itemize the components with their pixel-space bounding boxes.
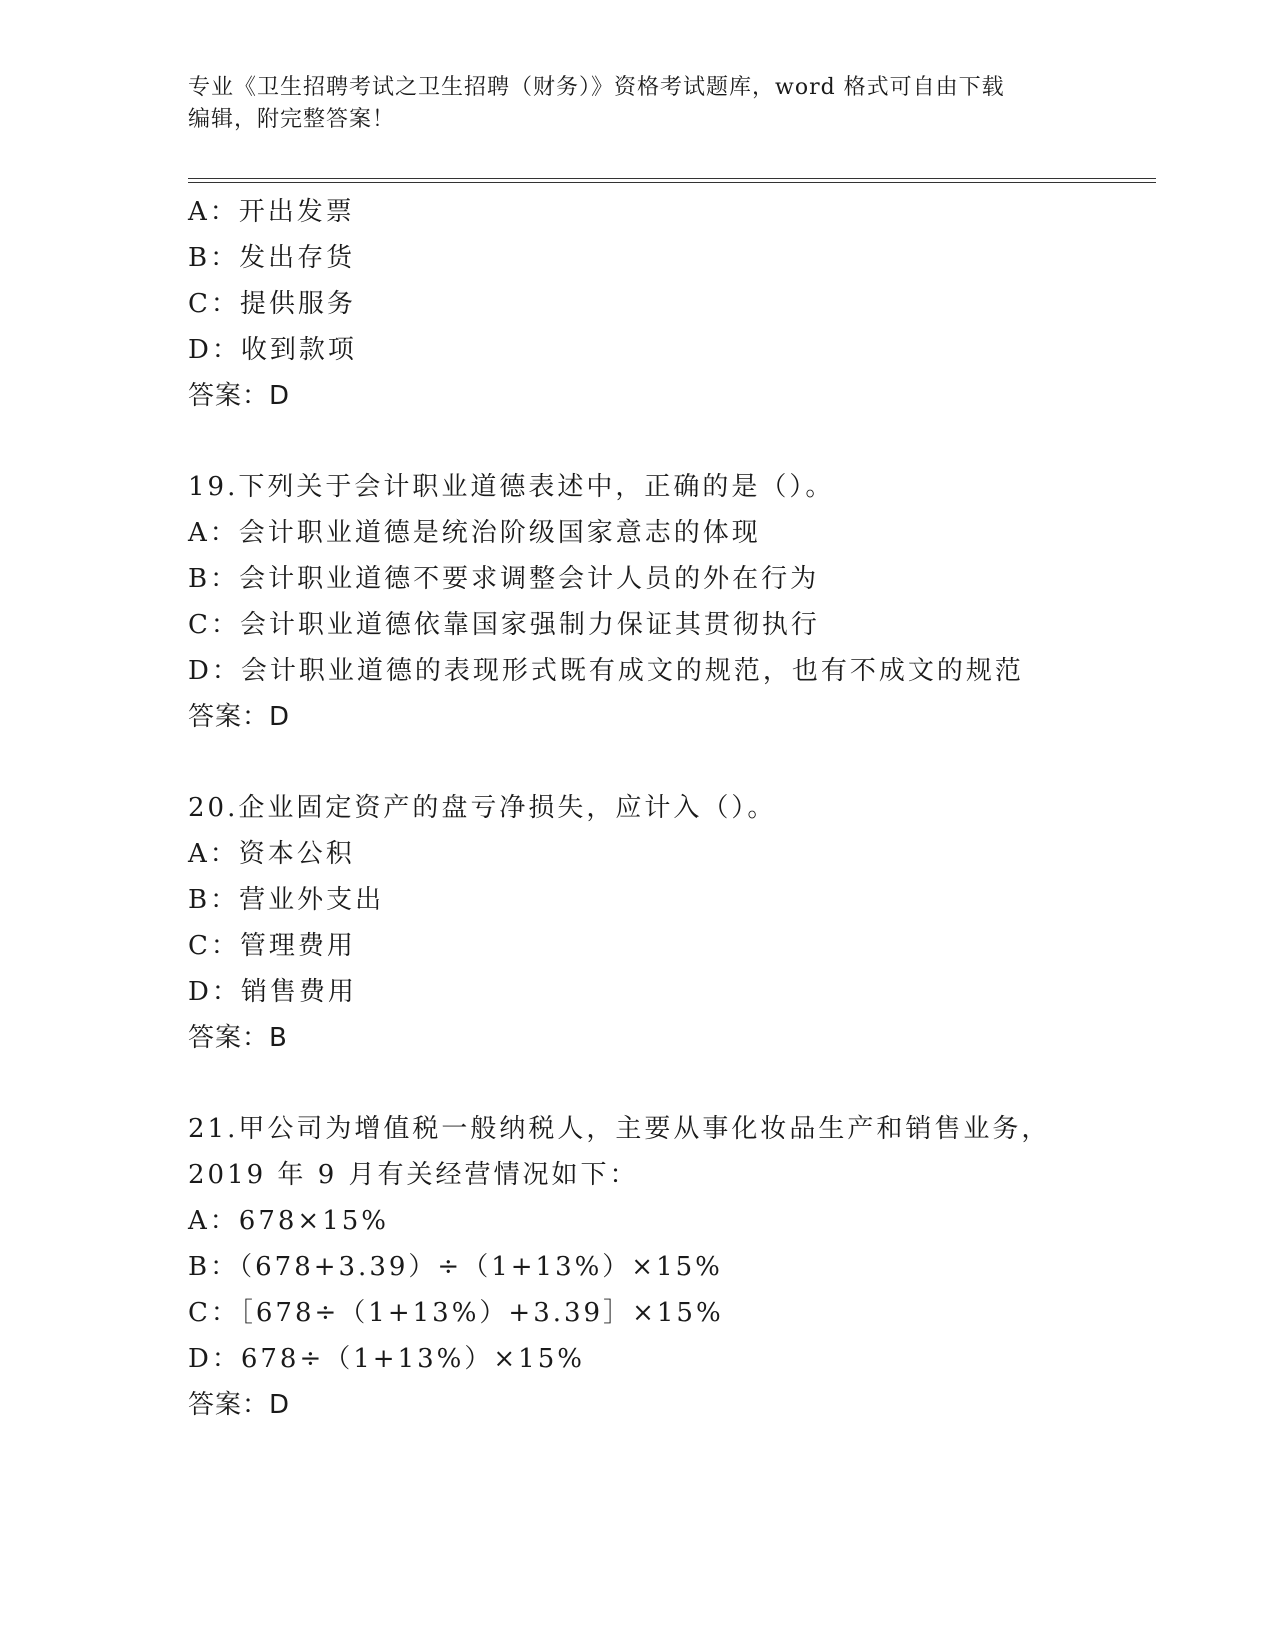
- question-20: [188, 785, 1148, 1061]
- question-19: [188, 464, 1148, 740]
- option-b: B：发出存货: [188, 243, 356, 273]
- answer: 答案：D: [188, 702, 291, 732]
- option-d: D：收到款项: [188, 335, 357, 365]
- question-text-line-1: 21.甲公司为增值税一般纳税人，主要从事化妆品生产和销售业务，: [188, 1114, 1051, 1144]
- header-divider: [188, 178, 1156, 183]
- option-c: C：提供服务: [188, 289, 356, 319]
- question-text: 20.企业固定资产的盘亏净损失，应计入（）。: [188, 793, 777, 823]
- question-text: 19.下列关于会计职业道德表述中，正确的是（）。: [188, 472, 835, 502]
- option-d: D：678÷（1+13%）×15%: [188, 1344, 585, 1374]
- answer: 答案：D: [188, 381, 291, 411]
- answer: 答案：D: [188, 1390, 291, 1420]
- header-line-2: 编辑，附完整答案！: [188, 107, 396, 132]
- answer: 答案：B: [188, 1023, 288, 1053]
- question-list: [188, 189, 1148, 1428]
- spacer: [188, 740, 1148, 785]
- spacer: [188, 1061, 1148, 1106]
- spacer: [188, 419, 1148, 464]
- option-a: A：开出发票: [188, 197, 355, 227]
- header-line-1: 专业《卫生招聘考试之卫生招聘（财务）》资格考试题库，word 格式可自由下载: [188, 75, 1005, 100]
- question-18: [188, 189, 1148, 419]
- option-c: C：会计职业道德依靠国家强制力保证其贯彻执行: [188, 610, 820, 640]
- option-b: B：会计职业道德不要求调整会计人员的外在行为: [188, 564, 820, 594]
- option-a: A：678×15%: [188, 1206, 389, 1236]
- option-b: B：营业外支出: [188, 885, 385, 915]
- option-d: D：会计职业道德的表现形式既有成文的规范，也有不成文的规范: [188, 656, 1024, 686]
- question-text-line-2: 2019 年 9 月有关经营情况如下：: [188, 1160, 639, 1190]
- option-c: C：管理费用: [188, 931, 356, 961]
- option-b: B：（678+3.39）÷（1+13%）×15%: [188, 1252, 723, 1282]
- document-header: [188, 72, 1088, 136]
- question-21: [188, 1106, 1148, 1428]
- option-c: C：［678÷（1+13%）+3.39］×15%: [188, 1298, 724, 1328]
- option-a: A：会计职业道德是统治阶级国家意志的体现: [188, 518, 761, 548]
- option-d: D：销售费用: [188, 977, 357, 1007]
- option-a: A：资本公积: [188, 839, 355, 869]
